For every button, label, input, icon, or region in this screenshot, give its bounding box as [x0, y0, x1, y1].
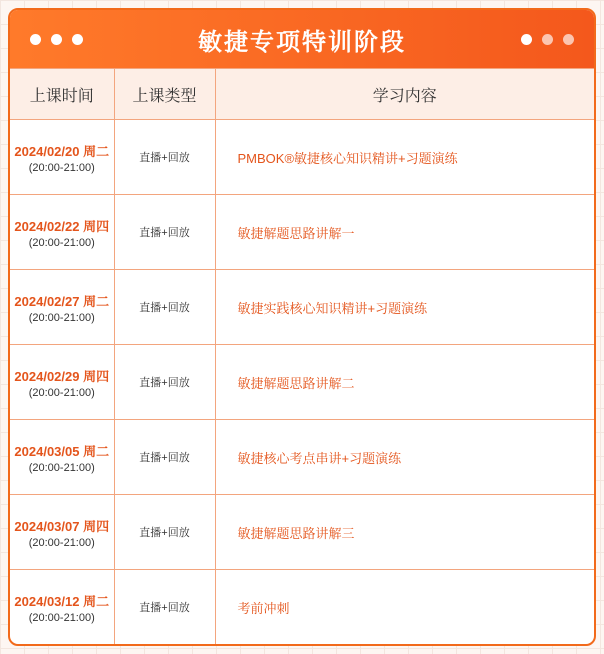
session-content: 敏捷解题思路讲解一 [215, 195, 594, 270]
dot-icon [72, 34, 83, 45]
header-content: 学习内容 [215, 69, 594, 120]
session-date: 2024/03/07 周四 [14, 518, 110, 534]
schedule-card [8, 8, 596, 646]
session-type: 直播+回放 [114, 195, 215, 270]
session-date: 2024/03/12 周二 [14, 593, 110, 609]
header-time: 上课时间 [10, 69, 114, 120]
banner [10, 10, 594, 68]
table-row [10, 495, 594, 570]
time-cell [10, 120, 114, 195]
session-date: 2024/03/05 周二 [14, 443, 110, 459]
table-row [10, 345, 594, 420]
dot-icon [30, 34, 41, 45]
time-cell [10, 345, 114, 420]
table-row [10, 120, 594, 195]
table-row [10, 270, 594, 345]
banner-dots-left [30, 10, 83, 68]
session-time: (20:00-21:00) [28, 161, 95, 174]
table-header-row [10, 69, 594, 120]
session-content: PMBOK®敏捷核心知识精讲+习题演练 [215, 120, 594, 195]
session-content: 敏捷解题思路讲解三 [215, 495, 594, 570]
session-date: 2024/02/27 周二 [14, 293, 110, 309]
banner-title: 敏捷专项特训阶段 [198, 28, 406, 56]
dot-icon [542, 34, 553, 45]
session-type: 直播+回放 [114, 270, 215, 345]
time-cell [10, 195, 114, 270]
table-row [10, 195, 594, 270]
table-row [10, 570, 594, 645]
banner-dots-right [521, 10, 574, 68]
session-content: 敏捷实践核心知识精讲+习题演练 [215, 270, 594, 345]
session-time: (20:00-21:00) [28, 386, 95, 399]
session-time: (20:00-21:00) [28, 611, 95, 624]
time-cell [10, 420, 114, 495]
session-type: 直播+回放 [114, 495, 215, 570]
header-type: 上课类型 [114, 69, 215, 120]
session-type: 直播+回放 [114, 345, 215, 420]
session-date: 2024/02/29 周四 [14, 368, 110, 384]
session-time: (20:00-21:00) [28, 461, 95, 474]
time-cell [10, 270, 114, 345]
session-date: 2024/02/20 周二 [14, 143, 110, 159]
schedule-table [10, 68, 594, 644]
session-type: 直播+回放 [114, 420, 215, 495]
session-content: 敏捷解题思路讲解二 [215, 345, 594, 420]
session-time: (20:00-21:00) [28, 311, 95, 324]
table-row [10, 420, 594, 495]
session-type: 直播+回放 [114, 120, 215, 195]
session-content: 敏捷核心考点串讲+习题演练 [215, 420, 594, 495]
session-date: 2024/02/22 周四 [14, 218, 110, 234]
session-type: 直播+回放 [114, 570, 215, 645]
session-time: (20:00-21:00) [28, 536, 95, 549]
time-cell [10, 495, 114, 570]
dot-icon [51, 34, 62, 45]
dot-icon [521, 34, 532, 45]
session-content: 考前冲刺 [215, 570, 594, 645]
dot-icon [563, 34, 574, 45]
session-time: (20:00-21:00) [28, 236, 95, 249]
time-cell [10, 570, 114, 645]
